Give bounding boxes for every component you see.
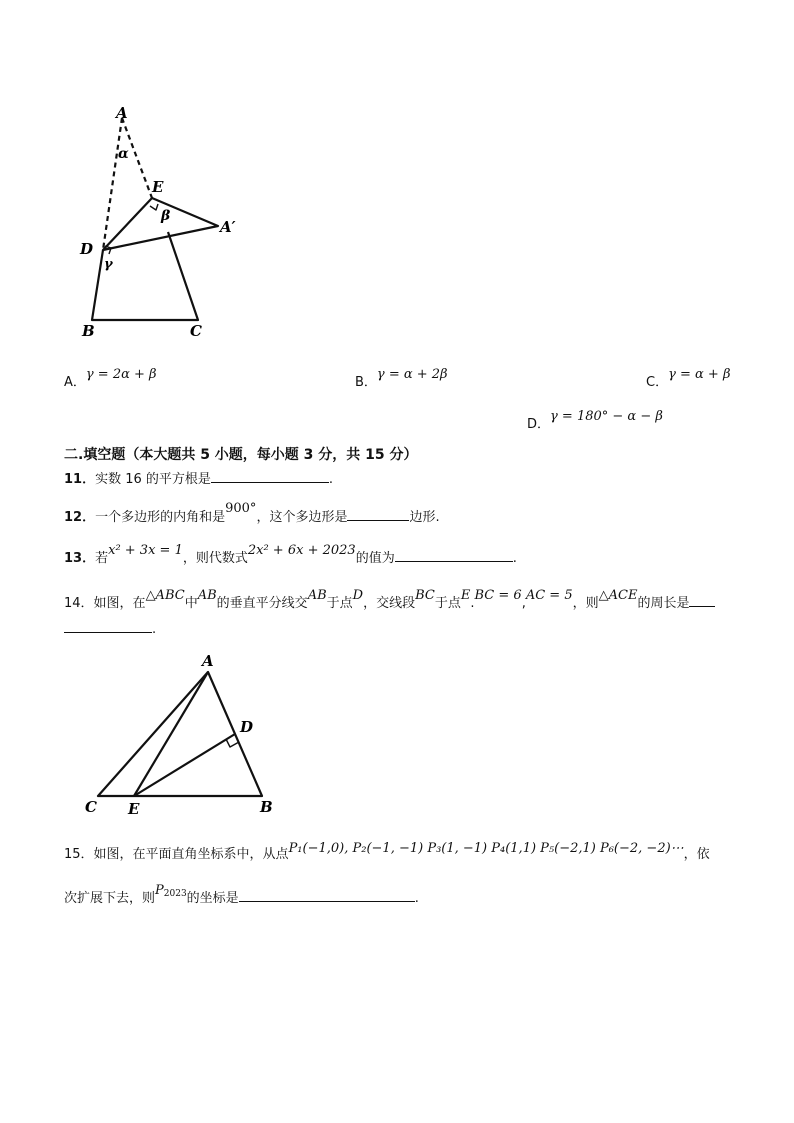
q14-line2 [64,620,156,639]
q14-triangle-abc: △ABC [145,588,185,603]
question-15 [64,841,710,864]
option-b-formula: γ = α + 2β [376,367,448,382]
q14-answer-blank-b[interactable] [64,620,152,633]
q14-t1: 如图，在 [93,596,146,611]
figure-folded-triangle [70,100,260,345]
q14-end: . [152,622,157,637]
option-c[interactable] [646,367,731,392]
q14-t8: , [521,596,526,611]
q12-angle: 900° [225,501,257,516]
fig2-label-E: E [128,800,140,818]
fig2-label-C: C [85,798,97,816]
question-12 [64,501,440,527]
q11-text: 实数 16 的平方根是 [95,472,211,487]
q15-t2: ，依 [683,847,710,862]
q13-text-b: ，则代数式 [182,551,248,566]
segment-ae [134,672,208,796]
q15-points: P₁(−1,0), P₂(−1, −1) P₃(1, −1) P₄(1,1) P₅(−2,1) P₆(−2, −2)⋯ [288,841,684,856]
folded-triangle [103,198,218,250]
option-d-letter: D． [527,417,551,432]
option-c-formula: γ = α + β [668,367,731,382]
figure-triangle-abc [80,650,280,820]
q14-t10: 的周长是 [637,596,690,611]
q14-point-e: E [460,588,471,603]
label-A: A [116,104,128,122]
angle-mark-E [150,204,158,210]
option-a[interactable] [64,367,157,392]
q12-text-b: ，这个多边形是 [256,510,348,525]
q12-number: 12． [64,510,96,525]
dashed-side-AD [103,118,122,250]
label-C: C [190,322,202,340]
label-beta: β [161,208,171,224]
option-d-formula: γ = 180° − α − β [550,409,663,424]
label-B: B [82,322,95,340]
option-a-formula: γ = 2α + β [85,367,157,382]
q14-t9: ，则 [572,596,599,611]
q12-answer-blank[interactable] [347,508,409,521]
q11-answer-blank[interactable] [211,470,329,483]
q14-cond-bc: BC = 6 [474,588,522,603]
q15-line2 [64,883,419,913]
q15-p-subscript: 2023 [163,888,187,899]
option-c-letter: C． [646,375,669,390]
question-11 [64,470,333,489]
q15-number: 15． [64,847,94,862]
q12-text-a: 一个多边形的内角和是 [95,510,226,525]
q13-text-c: 的值为 [355,551,395,566]
q14-t7: . [470,596,475,611]
q14-answer-blank-a[interactable] [689,594,715,607]
q15-answer-blank[interactable] [239,889,415,902]
q15-p: P [155,883,164,898]
q14-triangle-ace: △ACE [598,588,638,603]
label-A-prime: A′ [220,218,236,236]
q14-seg-bc: BC [415,588,435,603]
q15-t1: 如图，在平面直角坐标系中，从点 [93,847,289,862]
q13-answer-blank[interactable] [395,549,513,562]
q14-point-d: D [352,588,364,603]
q15-t4: 的坐标是 [186,891,239,906]
q14-t6: 于点 [434,596,461,611]
triangle-abc [98,672,262,796]
section-2-title: 二.填空题（本大题共 5 小题，每小题 3 分，共 15 分） [64,447,418,463]
q13-number: 13． [64,551,96,566]
label-E: E [152,178,164,196]
q14-t5: ，交线段 [363,596,416,611]
q13-expression: 2x² + 6x + 2023 [247,543,356,558]
fig2-label-A: A [202,652,214,670]
q13-condition: x² + 3x = 1 [108,543,183,558]
label-gamma: γ [104,257,113,272]
option-d[interactable] [527,409,663,434]
q13-end: . [512,551,517,566]
question-14 [64,588,715,613]
option-b[interactable] [355,367,448,392]
q11-end: . [328,472,334,487]
fig2-label-D: D [240,718,254,736]
q14-t2: 中 [184,596,198,611]
q15-end: . [414,891,419,906]
option-a-letter: A． [64,375,86,390]
q12-text-c: 边形. [409,510,440,525]
q11-number: 11． [64,472,96,487]
q14-cond-ac: AC = 5 [525,588,573,603]
option-b-letter: B． [355,375,377,390]
q14-number: 14． [64,596,94,611]
fig2-label-B: B [260,798,273,816]
question-13 [64,543,517,568]
q13-text-a: 若 [95,551,109,566]
q14-seg-ab-1: AB [197,588,217,603]
q15-t3: 次扩展下去，则 [64,891,156,906]
label-D: D [80,240,94,258]
q14-seg-ab-2: AB [307,588,327,603]
segment-de [134,734,235,796]
q14-t3: 的垂直平分线交 [216,596,308,611]
label-alpha: α [118,146,129,162]
q14-t4: 于点 [326,596,353,611]
